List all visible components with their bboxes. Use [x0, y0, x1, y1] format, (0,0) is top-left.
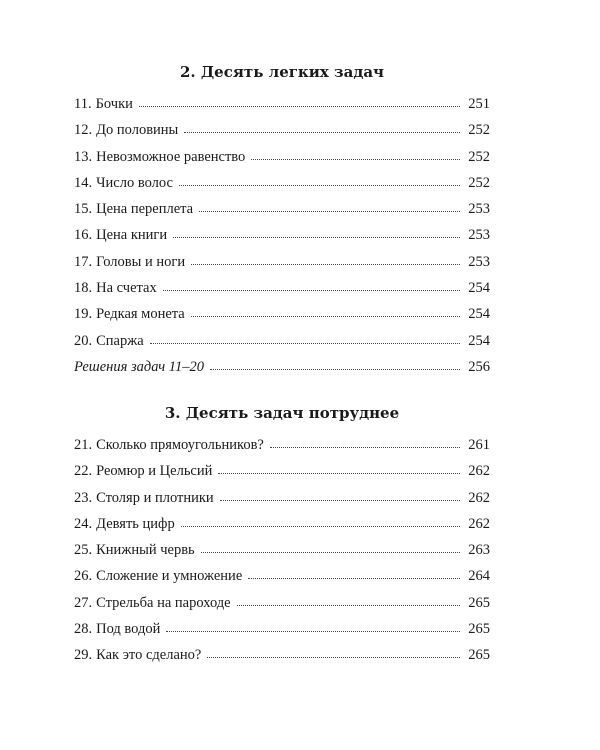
entry-page: 261 [468, 437, 490, 453]
dot-leader [179, 175, 460, 186]
toc-entry[interactable] [74, 280, 490, 306]
entry-number: 11. [74, 96, 92, 112]
entry-number: 12. [74, 122, 93, 139]
entry-title: Редкая монета [96, 306, 185, 323]
entry-page: 254 [468, 332, 490, 349]
entry-title: Бочки [95, 96, 133, 112]
dot-leader [191, 254, 460, 265]
section-heading: 3. Десять задач потруднее [164, 404, 400, 422]
dot-leader [220, 490, 460, 501]
entry-number: 25. [74, 542, 93, 559]
entry-title: Число волос [96, 174, 173, 191]
dot-leader [181, 516, 460, 527]
toc-entry[interactable] [74, 254, 490, 280]
entry-number: 29. [74, 647, 93, 664]
dot-leader [173, 227, 460, 238]
entry-page: 251 [468, 96, 490, 112]
toc-entry[interactable] [74, 568, 490, 594]
entry-page: 252 [468, 122, 490, 139]
dot-leader [163, 280, 460, 291]
entry-number: 27. [74, 594, 93, 611]
entry-number: 15. [74, 201, 93, 218]
entry-page: 265 [468, 594, 490, 611]
dot-leader [218, 463, 460, 474]
toc-entry[interactable] [74, 595, 490, 621]
dot-leader [210, 359, 460, 370]
toc-solutions-entry[interactable] [74, 359, 490, 385]
entry-title: Спаржа [96, 332, 144, 349]
dot-leader [199, 201, 460, 212]
toc-entry[interactable] [74, 227, 490, 253]
entry-page: 263 [468, 542, 490, 559]
entry-page: 253 [468, 253, 490, 270]
entry-page: 262 [468, 515, 490, 532]
entry-number: 26. [74, 568, 93, 585]
entry-page: 254 [468, 306, 490, 323]
entry-number: 18. [74, 280, 93, 297]
entry-title: Цена переплета [96, 201, 194, 218]
entry-page: 264 [468, 568, 490, 585]
entry-title: Сложение и умножение [96, 568, 243, 585]
solutions-page: 256 [468, 358, 490, 375]
toc-entry[interactable] [74, 490, 490, 516]
entry-page: 252 [468, 148, 490, 165]
entry-title: Головы и ноги [96, 253, 186, 270]
entry-title: Цена книги [96, 227, 168, 244]
entry-title: На счетах [96, 280, 157, 297]
entry-title: Под водой [96, 621, 161, 638]
entry-number: 28. [74, 621, 93, 638]
toc-entry[interactable] [74, 463, 490, 489]
dot-leader [201, 542, 460, 553]
entry-title: Реомюр и Цельсий [96, 463, 213, 480]
entry-number: 20. [74, 332, 93, 349]
entry-page: 262 [468, 463, 490, 480]
toc-entry[interactable] [74, 542, 490, 568]
toc-entry[interactable] [74, 333, 490, 359]
entry-number: 23. [74, 489, 93, 506]
entry-page: 265 [468, 621, 490, 638]
toc-entry[interactable] [74, 437, 490, 463]
dot-leader [251, 149, 460, 160]
toc-entry[interactable] [74, 96, 490, 122]
entry-number: 16. [74, 227, 93, 244]
entry-title: До половины [96, 122, 179, 139]
entry-number: 22. [74, 463, 93, 480]
entry-title: Невозможное равенство [96, 148, 246, 165]
dot-leader [139, 96, 460, 107]
entry-number: 21. [74, 437, 93, 453]
toc-entry[interactable] [74, 122, 490, 148]
entry-page: 262 [468, 489, 490, 506]
toc-entry[interactable] [74, 621, 490, 647]
toc-entry[interactable] [74, 201, 490, 227]
entry-number: 17. [74, 253, 93, 270]
toc-section-2 [74, 62, 490, 385]
entry-title: Как это сделано? [96, 647, 202, 664]
entry-title: Стрельба на пароходе [96, 594, 231, 611]
entry-title: Столяр и плотники [96, 489, 214, 506]
dot-leader [270, 437, 460, 448]
dot-leader [166, 621, 460, 632]
toc-list [74, 96, 490, 385]
entry-page: 252 [468, 174, 490, 191]
entry-page: 265 [468, 647, 490, 664]
dot-leader [150, 333, 460, 344]
entry-title: Сколько прямоугольников? [96, 437, 264, 453]
entry-title: Книжный червь [96, 542, 195, 559]
dot-leader [184, 122, 460, 133]
toc-entry[interactable] [74, 149, 490, 175]
toc-section-3 [74, 403, 490, 674]
dot-leader [207, 647, 460, 658]
section-heading: 2. Десять легких задач [179, 63, 385, 81]
solutions-title: Решения задач 11–20 [74, 358, 204, 375]
entry-number: 13. [74, 148, 93, 165]
dot-leader [191, 306, 460, 317]
entry-title: Девять цифр [96, 515, 175, 532]
toc-entry[interactable] [74, 306, 490, 332]
toc-entry[interactable] [74, 516, 490, 542]
toc-entry[interactable] [74, 175, 490, 201]
entry-number: 24. [74, 515, 93, 532]
entry-page: 253 [468, 201, 490, 218]
dot-leader [248, 568, 460, 579]
dot-leader [237, 595, 460, 606]
entry-page: 253 [468, 227, 490, 244]
toc-entry[interactable] [74, 647, 490, 673]
toc-list [74, 437, 490, 674]
entry-page: 254 [468, 280, 490, 297]
entry-number: 14. [74, 174, 93, 191]
entry-number: 19. [74, 306, 93, 323]
